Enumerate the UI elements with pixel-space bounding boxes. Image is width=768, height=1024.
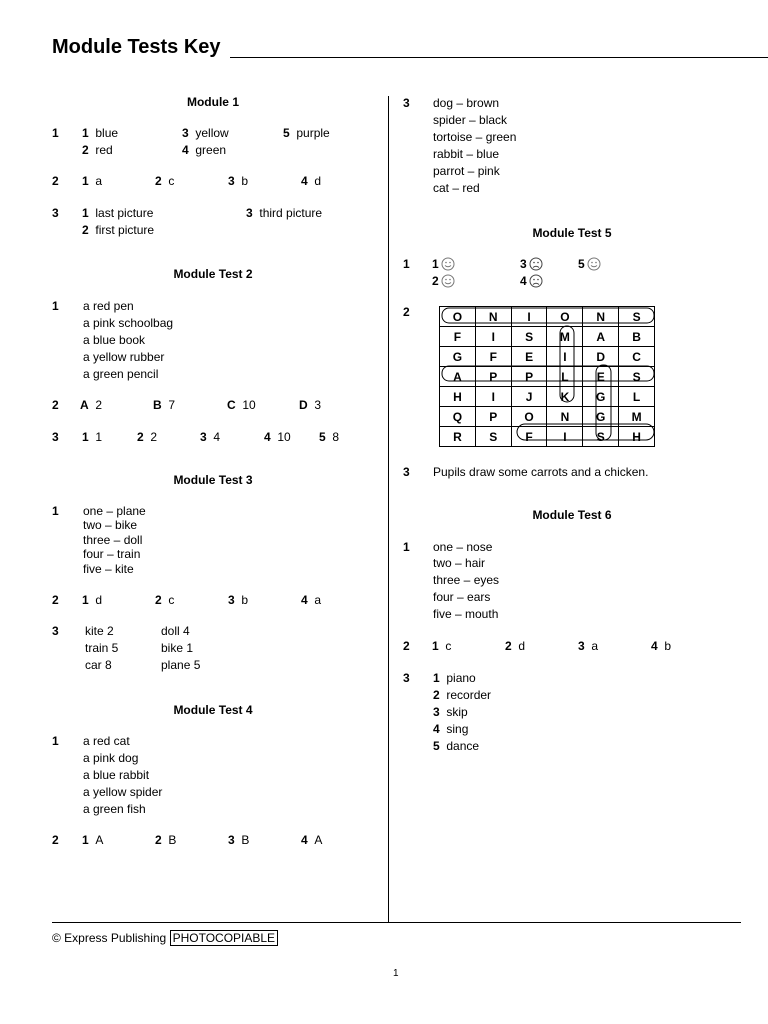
copyright: © Express Publishing — [52, 931, 167, 945]
grid-cell: K — [547, 387, 583, 407]
grid-cell: H — [619, 427, 655, 447]
grid-cell: I — [547, 427, 583, 447]
grid-cell: P — [475, 407, 511, 427]
answer-line: tortoise – green — [433, 130, 517, 144]
grid-cell: O — [547, 307, 583, 327]
answer-item: 2 d — [505, 639, 526, 653]
answer-line: a yellow spider — [83, 785, 163, 799]
answer-item: 3 B — [228, 833, 250, 847]
answer-item: 1 a — [82, 174, 103, 188]
answer-line: bike 1 — [161, 641, 194, 655]
grid-cell: J — [511, 387, 547, 407]
question-number: 3 — [52, 624, 59, 638]
smiley-face-icon — [441, 274, 455, 288]
question-number: 2 — [403, 305, 410, 319]
grid-cell: B — [619, 327, 655, 347]
answer-item: 2 B — [155, 833, 177, 847]
footer-rule — [52, 922, 741, 923]
answer-item: 2 recorder — [433, 688, 492, 702]
question-number: 1 — [52, 299, 59, 313]
answer-item: 4 b — [651, 639, 672, 653]
answer-line: two – bike — [83, 518, 138, 532]
question-number: 2 — [52, 398, 59, 412]
answer-line: three – eyes — [433, 573, 500, 587]
answer-line: plane 5 — [161, 658, 201, 672]
answer-line: four – train — [83, 547, 141, 561]
grid-cell: L — [547, 367, 583, 387]
answer-line: train 5 — [85, 641, 119, 655]
answer-item: 1 d — [82, 593, 103, 607]
answer-item: 2 c — [155, 593, 175, 607]
answer-line: a red cat — [83, 734, 130, 748]
answer-item: C 10 — [227, 398, 256, 412]
answer-item: 3 b — [228, 593, 249, 607]
answer-line: rabbit – blue — [433, 147, 500, 161]
answer-line: cat – red — [433, 181, 480, 195]
question-number: 1 — [52, 734, 59, 748]
answer-item: 4 — [520, 274, 543, 288]
answer-item: 1 piano — [433, 671, 476, 685]
question-number: 3 — [403, 96, 410, 110]
section-heading: Module 1 — [186, 95, 239, 109]
section-heading: Module Test 5 — [532, 226, 612, 240]
answer-item: 4 a — [301, 593, 322, 607]
grid-cell: I — [475, 327, 511, 347]
answer-item: 1 — [432, 257, 455, 271]
section-heading: Module Test 4 — [173, 703, 253, 717]
answer-item: 5 purple — [283, 126, 330, 140]
grid-cell: E — [583, 367, 619, 387]
answer-line: doll 4 — [161, 624, 190, 638]
section-heading: Module Test 2 — [173, 267, 253, 281]
answer-item: 1 A — [82, 833, 104, 847]
answer-line: a green fish — [83, 802, 146, 816]
sad-face-icon — [529, 274, 543, 288]
grid-cell: F — [475, 347, 511, 367]
grid-cell: H — [440, 387, 476, 407]
grid-cell: G — [583, 407, 619, 427]
answer-item: 3 b — [228, 174, 249, 188]
answer-item: 4 d — [301, 174, 322, 188]
answer-line: a pink dog — [83, 751, 139, 765]
answer-item: 3 skip — [433, 705, 468, 719]
answer-item: 1 1 — [82, 430, 103, 444]
answer-item: 3 4 — [200, 430, 221, 444]
grid-cell: A — [583, 327, 619, 347]
answer-line: spider – black — [433, 113, 508, 127]
grid-cell: I — [511, 307, 547, 327]
answer-item: 4 green — [182, 143, 227, 157]
answer-line: a pink schoolbag — [83, 316, 174, 330]
page-number: 1 — [393, 968, 399, 979]
photocopiable-badge: PHOTOCOPIABLE — [170, 930, 278, 946]
grid-cell: A — [440, 367, 476, 387]
answer-line: a blue book — [83, 333, 146, 347]
question-number: 1 — [403, 257, 410, 271]
answer-item: 2 first picture — [82, 223, 155, 237]
grid-cell: O — [511, 407, 547, 427]
grid-cell: G — [440, 347, 476, 367]
question-number: 2 — [403, 639, 410, 653]
answer-item: D 3 — [299, 398, 322, 412]
grid-cell: G — [583, 387, 619, 407]
answer-item: B 7 — [153, 398, 176, 412]
grid-cell: P — [511, 367, 547, 387]
answer-line: five – kite — [83, 562, 134, 576]
grid-cell: N — [583, 307, 619, 327]
grid-cell: S — [475, 427, 511, 447]
answer-line: parrot – pink — [433, 164, 500, 178]
section-heading: Module Test 6 — [532, 508, 612, 522]
answer-line: Pupils draw some carrots and a chicken. — [433, 465, 649, 479]
footer — [52, 931, 278, 945]
answer-line: two – hair — [433, 556, 486, 570]
column-divider — [388, 96, 389, 923]
answer-line: a green pencil — [83, 367, 159, 381]
page-title: Module Tests Key — [52, 36, 221, 58]
question-number: 3 — [52, 430, 59, 444]
answer-item: 4 A — [301, 833, 323, 847]
answer-item: 2 red — [82, 143, 113, 157]
grid-cell: I — [475, 387, 511, 407]
answer-item: 3 a — [578, 639, 599, 653]
answer-item: 1 blue — [82, 126, 119, 140]
answer-line: car 8 — [85, 658, 112, 672]
answer-item: 5 — [578, 257, 601, 271]
answer-line: a red pen — [83, 299, 134, 313]
question-number: 1 — [403, 540, 410, 554]
grid-cell: N — [475, 307, 511, 327]
answer-item: 4 10 — [264, 430, 291, 444]
question-number: 1 — [52, 126, 59, 140]
smiley-face-icon — [441, 257, 455, 271]
answer-item: 2 2 — [137, 430, 158, 444]
question-number: 2 — [52, 174, 59, 188]
answer-line: four – ears — [433, 590, 491, 604]
smiley-face-icon — [587, 257, 601, 271]
question-number: 2 — [52, 833, 59, 847]
answer-item: 3 third picture — [246, 206, 323, 220]
question-number: 2 — [52, 593, 59, 607]
grid-cell: M — [619, 407, 655, 427]
grid-cell: C — [619, 347, 655, 367]
grid-cell: F — [440, 327, 476, 347]
answer-line: dog – brown — [433, 96, 500, 110]
answer-item: A 2 — [80, 398, 103, 412]
section-heading: Module Test 3 — [173, 473, 253, 487]
grid-cell: Q — [440, 407, 476, 427]
answer-item: 1 last picture — [82, 206, 154, 220]
grid-cell: P — [475, 367, 511, 387]
grid-cell: S — [619, 367, 655, 387]
question-number: 3 — [403, 671, 410, 685]
answer-item: 3 — [520, 257, 543, 271]
answer-item: 5 dance — [433, 739, 480, 753]
question-number: 3 — [52, 206, 59, 220]
grid-cell: E — [511, 347, 547, 367]
answer-item: 5 8 — [319, 430, 340, 444]
grid-cell: S — [583, 427, 619, 447]
grid-cell: S — [511, 327, 547, 347]
answer-line: five – mouth — [433, 607, 499, 621]
grid-cell: O — [440, 307, 476, 327]
grid-cell: R — [440, 427, 476, 447]
title-rule — [230, 57, 768, 58]
grid-cell: D — [583, 347, 619, 367]
grid-cell: I — [547, 347, 583, 367]
word-search-grid — [439, 306, 655, 443]
answer-line: a blue rabbit — [83, 768, 150, 782]
answer-item: 2 c — [155, 174, 175, 188]
answer-line: one – nose — [433, 540, 493, 554]
answer-line: a yellow rubber — [83, 350, 165, 364]
grid-cell: F — [511, 427, 547, 447]
answer-item: 1 c — [432, 639, 452, 653]
answer-item: 3 yellow — [182, 126, 229, 140]
grid-cell: L — [619, 387, 655, 407]
question-number: 3 — [403, 465, 410, 479]
grid-cell: S — [619, 307, 655, 327]
answer-item: 2 — [432, 274, 455, 288]
grid-cell: M — [547, 327, 583, 347]
answer-item: 4 sing — [433, 722, 469, 736]
answer-line: one – plane — [83, 504, 146, 518]
sad-face-icon — [529, 257, 543, 271]
answer-line: three – doll — [83, 533, 143, 547]
answer-line: kite 2 — [85, 624, 114, 638]
grid-cell: N — [547, 407, 583, 427]
question-number: 1 — [52, 504, 59, 518]
